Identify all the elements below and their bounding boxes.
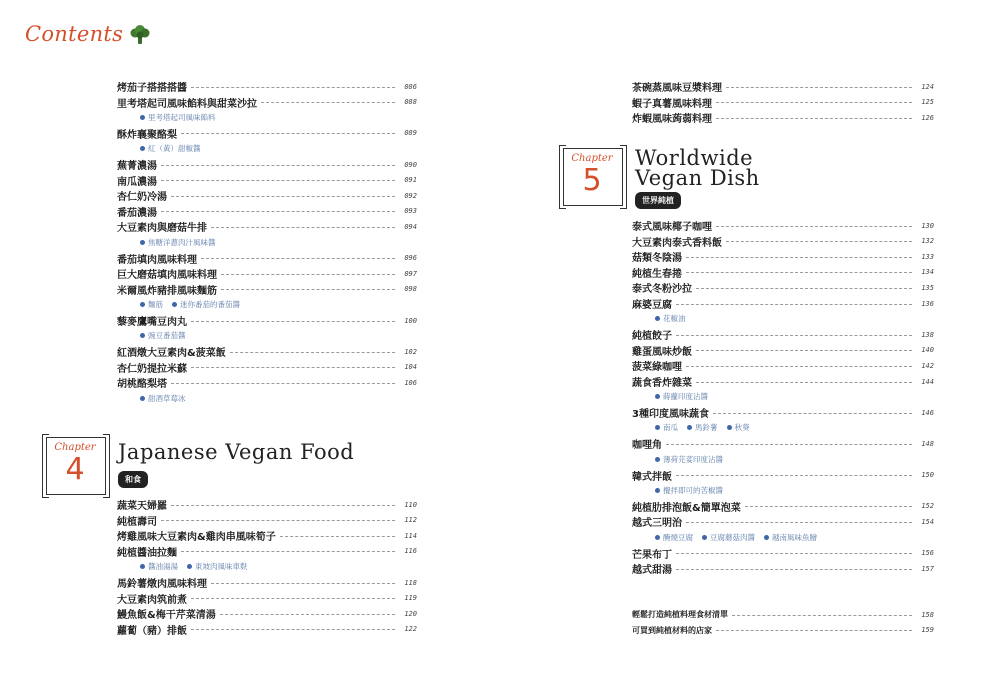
toc-entry (117, 528, 417, 543)
toc-entry-page: 119 (404, 594, 417, 603)
toc-subentries (140, 142, 210, 154)
toc-entry (117, 95, 417, 110)
toc-subentry-text: 豆腐蘑菇肉醬 (710, 532, 755, 542)
toc-subentries (140, 560, 257, 572)
chapter-5-label: Chapter (571, 153, 613, 164)
bullet-dot-icon (655, 316, 660, 321)
toc-entry (117, 219, 417, 234)
toc-subentry (140, 299, 163, 310)
toc-leader (191, 367, 395, 368)
toc-entry-title: 蔬菜天婦羅 (117, 501, 167, 512)
toc-entry (117, 513, 417, 528)
toc-leader (686, 272, 912, 273)
chapter-5-title-line1: Worldwide (635, 146, 754, 170)
toc-entry (117, 126, 417, 141)
toc-subentries (655, 422, 759, 434)
toc-leader (676, 553, 912, 554)
toc-subentries (655, 313, 695, 325)
toc-leader (171, 505, 395, 506)
contents-header (25, 22, 151, 46)
toc-leader (221, 274, 395, 275)
toc-entry (117, 157, 417, 172)
toc-entry-title: 可買到純植材料的店家 (632, 625, 712, 635)
toc-entry (117, 497, 417, 512)
bullet-dot-icon (140, 333, 145, 338)
toc-entry-title: 泰式冬粉沙拉 (632, 284, 692, 296)
toc-leader (171, 383, 395, 384)
toc-subentry (140, 393, 186, 404)
toc-entry-title: 杏仁奶提拉米蘇 (117, 363, 187, 375)
toc-entry (117, 622, 417, 637)
toc-entry-page: 118 (404, 578, 417, 587)
toc-entry-title: 番茄濃湯 (117, 207, 157, 219)
toc-entry (632, 110, 934, 125)
toc-subentry (655, 454, 723, 465)
bullet-dot-icon (687, 425, 692, 430)
toc-subentry-text: 攪拌即可的苦椒醬 (663, 485, 723, 495)
chapter-5-number: 5 (582, 163, 602, 198)
toc-entry-page: 088 (404, 98, 417, 107)
toc-subentry (655, 485, 723, 496)
toc-entry-title: 純植生春捲 (632, 268, 682, 280)
toc-entry-title: 大豆素肉與磨菇牛排 (117, 223, 207, 235)
toc-entry-page: 133 (921, 252, 934, 261)
toc-entry-page: 096 (404, 254, 417, 263)
bullet-dot-icon (140, 115, 145, 120)
toc-leader (221, 289, 395, 290)
toc-subentry-text: 馬鈴薯 (695, 423, 718, 433)
toc-entry-title: 菇類冬陰湯 (632, 253, 682, 265)
bullet-dot-icon (655, 488, 660, 493)
toc-entry-page: 140 (921, 346, 934, 355)
toc-entry-title: 蕪菁濃湯 (117, 161, 157, 172)
toc-entry-page: 142 (921, 361, 934, 370)
toc-subentry-text: 焦糖洋蔥肉汁風味醬 (148, 237, 216, 247)
toc-entry-page: 136 (921, 299, 934, 308)
bullet-dot-icon (655, 535, 660, 540)
toc-entry-page: 100 (404, 316, 417, 325)
toc-entry-title: 酥炸襄聚酪梨 (117, 129, 177, 141)
toc-entry-title: 巨大磨菇填肉風味料理 (117, 270, 217, 282)
toc-entry (632, 280, 934, 295)
toc-leader (696, 382, 912, 383)
bullet-dot-icon (764, 535, 769, 540)
toc-subentries (655, 531, 826, 543)
toc-entry-page: 093 (404, 207, 417, 216)
toc-leader (726, 241, 912, 242)
bullet-dot-icon (702, 535, 707, 540)
toc-leader (191, 629, 395, 630)
toc-entry (632, 265, 934, 280)
toc-leader (716, 226, 912, 227)
toc-entry-page: 092 (404, 191, 417, 200)
toc-entry-page: 116 (404, 547, 417, 556)
toc-entry (117, 544, 417, 559)
bullet-dot-icon (727, 425, 732, 430)
toc-entry (117, 204, 417, 219)
toc-entry-page: 148 (921, 439, 934, 448)
toc-subentry-text: 花椒油 (663, 314, 686, 324)
chapter-4-number: 4 (65, 452, 85, 487)
toc-subentry (655, 532, 693, 543)
toc-entry (632, 374, 934, 389)
toc-entry-title: 蝦子真薯風味料理 (632, 98, 712, 110)
chapter-4-title: Japanese Vegan Food (118, 440, 355, 464)
toc-subentry (655, 391, 708, 402)
bullet-dot-icon (140, 146, 145, 151)
toc-entry-title: 杏仁奶冷湯 (117, 192, 167, 204)
toc-entry-page: 114 (404, 531, 417, 540)
toc-entry (117, 606, 417, 621)
toc-subentry (172, 299, 240, 310)
toc-entry-page: 086 (404, 82, 417, 91)
toc-entry-page: 125 (921, 98, 934, 107)
toc-entry-title: 輕鬆打造純植料理食材清單 (632, 610, 728, 619)
toc-entry-page: 097 (404, 269, 417, 278)
toc-entry-title: 蔬食香炸雜菜 (632, 378, 692, 389)
toc-entry-page: 102 (404, 347, 417, 356)
toc-entry-title: 馬鈴薯燉肉風味料理 (117, 579, 207, 590)
toc-entry-page: 146 (921, 408, 934, 417)
toc-entry-page: 134 (921, 268, 934, 277)
toc-entry-title: 雞蛋風味炒飯 (632, 346, 692, 358)
toc-entry-title: 大豆素肉筑前煮 (117, 594, 187, 606)
toc-entry (632, 514, 934, 529)
toc-subentries (655, 484, 732, 496)
toc-entry-page: 144 (921, 377, 934, 386)
bullet-dot-icon (140, 396, 145, 401)
toc-entry-title: 烤雞風味大豆素肉&雞肉串風味筍子 (117, 532, 276, 544)
toc-entry (632, 561, 934, 576)
toc-subentry (655, 313, 686, 324)
toc-leader (220, 614, 395, 615)
toc-entry-title: 麻婆豆腐 (632, 300, 672, 311)
toc-entry-page: 150 (921, 471, 934, 480)
bullet-dot-icon (140, 302, 145, 307)
toc-subentry (140, 112, 216, 123)
toc-leader (696, 288, 912, 289)
toc-entry (632, 468, 934, 483)
toc-entry (117, 360, 417, 375)
toc-subentry (702, 532, 755, 543)
toc-entry-title: 越式三明治 (632, 518, 682, 530)
toc-leader (201, 258, 395, 259)
toc-entry (117, 79, 417, 94)
toc-leader (191, 598, 395, 599)
toc-entry-page: 091 (404, 176, 417, 185)
toc-subentry-text: 越南風味魚膾 (772, 532, 817, 542)
toc-entry-title: 米爾風炸豬排風味麵筋 (117, 285, 217, 297)
toc-leader (171, 196, 395, 197)
toc-entry-title: 烤茄子搭搭搭醬 (117, 83, 187, 94)
toc-subentry (140, 330, 186, 341)
toc-subentry-text: 薄荷芫荽印度沾醬 (663, 454, 723, 464)
toc-subentry (140, 143, 201, 154)
toc-entry (117, 591, 417, 606)
toc-entry-page: 120 (404, 609, 417, 618)
toc-entry-page: 135 (921, 283, 934, 292)
toc-subentry (655, 422, 678, 433)
toc-entry (117, 344, 417, 359)
toc-entry (117, 266, 417, 281)
toc-leader (230, 352, 395, 353)
toc-leader (191, 87, 395, 88)
toc-entry-page: 138 (921, 330, 934, 339)
toc-entry (632, 95, 934, 110)
toc-entry (632, 436, 934, 451)
toc-leader (745, 506, 912, 507)
toc-entry-page: 152 (921, 502, 934, 511)
toc-entry-title: 番茄填肉風味料理 (117, 254, 197, 266)
toc-leader (161, 211, 395, 212)
bullet-dot-icon (140, 564, 145, 569)
toc-entry-page: 089 (404, 129, 417, 138)
toc-entry (632, 79, 934, 94)
toc-leader (191, 321, 395, 322)
toc-subentries (140, 330, 195, 342)
toc-subentry (727, 422, 750, 433)
toc-leader (161, 180, 395, 181)
toc-entry (632, 218, 934, 233)
bullet-dot-icon (655, 457, 660, 462)
toc-entry-page: 126 (921, 113, 934, 122)
toc-leader (713, 413, 912, 414)
toc-subentries (140, 298, 249, 310)
chapter-5-title-line2: Vegan Dish (635, 166, 760, 190)
toc-entry (632, 296, 934, 311)
toc-entry (632, 607, 934, 622)
toc-entry (632, 234, 934, 249)
toc-entry-title: 大豆素肉泰式香料飯 (632, 237, 722, 249)
toc-entry (117, 188, 417, 203)
toc-leader (686, 522, 912, 523)
toc-entry-page: 157 (921, 564, 934, 573)
toc-leader (716, 630, 912, 631)
toc-entry-title: 咖哩角 (632, 440, 662, 452)
toc-leader (676, 475, 912, 476)
toc-entry-title: 蘿蔔（豬）排飯 (117, 625, 187, 637)
toc-entry-title: 鰻魚飯&梅干芹菜清湯 (117, 610, 216, 622)
broccoli-icon (129, 24, 151, 46)
toc-leader (161, 520, 395, 521)
toc-entry-title: 南瓜濃湯 (117, 176, 157, 188)
toc-entry-title: 紅酒燉大豆素肉&菠菜飯 (117, 348, 226, 360)
toc-entry-title: 3種印度風味蔬食 (632, 409, 709, 421)
bullet-dot-icon (172, 302, 177, 307)
toc-leader (676, 335, 912, 336)
toc-leader (716, 102, 912, 103)
toc-leader (666, 444, 912, 445)
toc-subentries (655, 453, 732, 465)
toc-leader (696, 350, 912, 351)
toc-leader (211, 583, 395, 584)
toc-subentry-text: 甜酒草莓冰 (148, 393, 186, 403)
toc-leader (732, 615, 912, 616)
toc-entry-title: 里考塔起司風味餡料與甜菜沙拉 (117, 98, 257, 110)
bullet-dot-icon (187, 564, 192, 569)
toc-entry (632, 405, 934, 420)
toc-subentry (764, 532, 817, 543)
toc-entry-page: 124 (921, 82, 934, 91)
toc-entry-title: 藜麥鷹嘴豆肉丸 (117, 317, 187, 328)
toc-leader (211, 227, 395, 228)
toc-leader (676, 569, 912, 570)
toc-entry-page: 156 (921, 549, 934, 558)
toc-subentry-text: 南瓜 (663, 423, 678, 433)
toc-entry (117, 375, 417, 390)
toc-subentries (655, 391, 717, 403)
toc-entry-title: 越式甜湯 (632, 565, 672, 577)
toc-entry (117, 282, 417, 297)
chapter-4-tag: 和食 (118, 471, 148, 488)
toc-entry-page: 132 (921, 237, 934, 246)
toc-entry-page: 158 (921, 610, 934, 619)
toc-leader (686, 257, 912, 258)
toc-subentry (187, 561, 248, 572)
toc-subentry (140, 237, 216, 248)
toc-entry-page: 106 (404, 378, 417, 387)
toc-entry-title: 純植醬油拉麵 (117, 547, 177, 559)
toc-entry-page: 090 (404, 160, 417, 169)
toc-entry-title: 韓式拌飯 (632, 471, 672, 483)
toc-entry (632, 249, 934, 264)
toc-entry-title: 胡桃酪梨塔 (117, 379, 167, 391)
toc-entry-title: 菠菜綠咖哩 (632, 362, 682, 374)
toc-leader (676, 304, 912, 305)
toc-entry-page: 159 (921, 626, 934, 635)
toc-entry (117, 575, 417, 590)
toc-subentry-text: 麵筋 (148, 299, 163, 309)
toc-subentry-text: 東坡肉風味車麩 (195, 561, 248, 571)
toc-subentry-text: 里考塔起司風味餡料 (148, 112, 216, 122)
toc-entry-page: 154 (921, 517, 934, 526)
toc-leader (716, 118, 912, 119)
toc-entry (632, 546, 934, 561)
contents-title: Contents (25, 22, 124, 46)
toc-entry-page: 112 (404, 516, 417, 525)
toc-subentry-text: 紅（黃）甜椒醬 (148, 143, 201, 153)
toc-entry-title: 芒果布丁 (632, 549, 672, 561)
toc-entry-title: 純植壽司 (117, 516, 157, 528)
chapter-4-label: Chapter (54, 442, 96, 453)
toc-subentries (140, 111, 225, 123)
toc-leader (686, 366, 912, 367)
toc-entry-page: 130 (921, 221, 934, 230)
toc-entry (117, 251, 417, 266)
toc-entry (117, 313, 417, 328)
toc-subentry (687, 422, 718, 433)
toc-entry-title: 純植餃子 (632, 331, 672, 343)
toc-entry (632, 499, 934, 514)
toc-entry (632, 358, 934, 373)
toc-entry (632, 343, 934, 358)
toc-entry-title: 茶碗蒸風味豆漿料理 (632, 83, 722, 94)
toc-subentry-text: 醬油湯湯 (148, 561, 178, 571)
toc-leader (280, 536, 395, 537)
bullet-dot-icon (140, 240, 145, 245)
toc-entry-page: 104 (404, 363, 417, 372)
bullet-dot-icon (655, 425, 660, 430)
toc-leader (261, 102, 395, 103)
toc-entry-page: 094 (404, 222, 417, 231)
toc-entry (117, 173, 417, 188)
toc-entry (632, 327, 934, 342)
toc-subentry-text: 蒔蘿印度沾醬 (663, 392, 708, 402)
toc-leader (161, 165, 395, 166)
toc-entry-page: 098 (404, 285, 417, 294)
toc-leader (181, 551, 395, 552)
toc-leader (726, 87, 912, 88)
toc-entry-title: 泰式風味椰子咖哩 (632, 222, 712, 233)
toc-subentry-text: 醃燒豆腐 (663, 532, 693, 542)
toc-subentry-text: 豌豆番茄醬 (148, 331, 186, 341)
toc-subentry-text: 迷你番茄的番茄醬 (180, 299, 240, 309)
toc-entry-title: 純植肋排泡飯&簡單泡菜 (632, 502, 741, 514)
toc-subentry (140, 561, 178, 572)
toc-entry-page: 110 (404, 500, 417, 509)
toc-subentries (140, 236, 225, 248)
bullet-dot-icon (655, 394, 660, 399)
toc-leader (181, 133, 395, 134)
toc-entry-page: 122 (404, 625, 417, 634)
toc-entry (632, 623, 934, 638)
toc-entry-title: 炸蝦風味蒟蒻料理 (632, 114, 712, 126)
chapter-5-tag: 世界純植 (635, 192, 681, 209)
toc-subentry-text: 秋葵 (734, 423, 750, 433)
toc-subentries (140, 392, 195, 404)
